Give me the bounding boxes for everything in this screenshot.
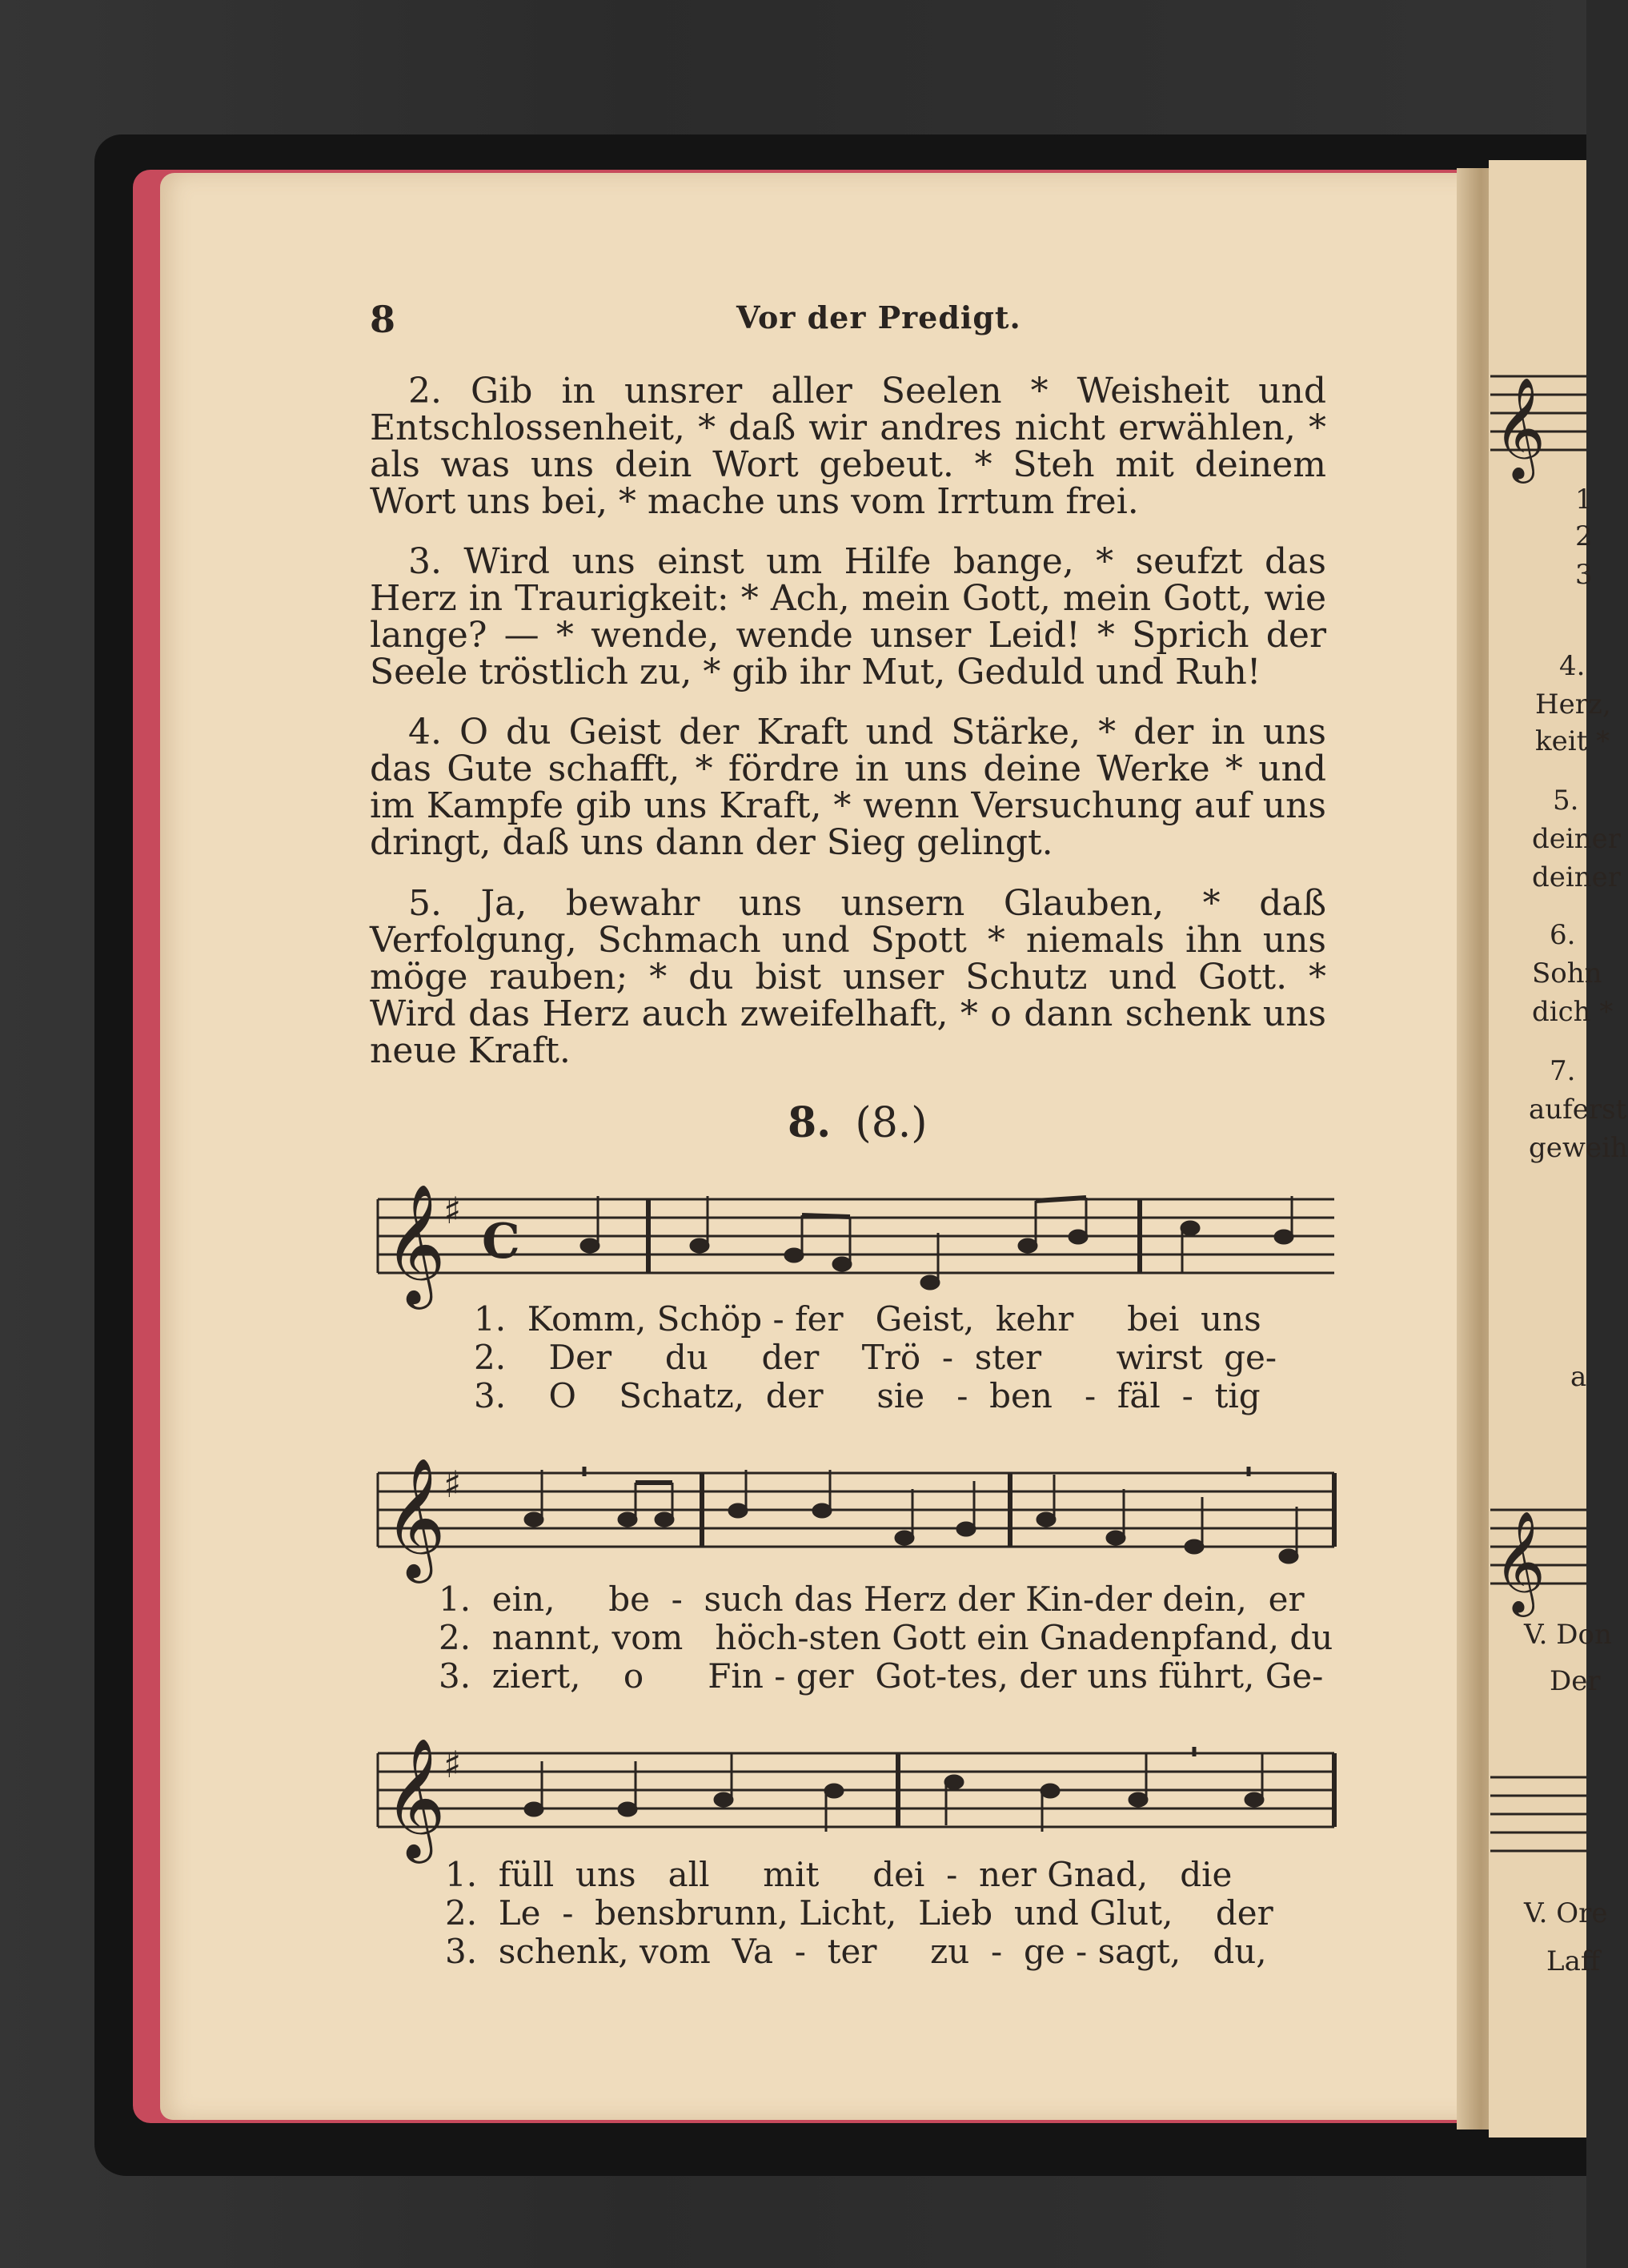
facing-staff-1 <box>1490 368 1586 480</box>
facing-staff-3 <box>1490 1769 1586 1865</box>
verse-5: 5. Ja, bewahr uns unsern Glauben, * daß Verfolgung, Schmach und Spott * niemals ihn uns möge rauben; * du bist unser Schutz und Gott. * Wird das Herz auch zweifelhaft, * o dann schenk uns neue Kraft. <box>370 883 1326 1071</box>
facing-fragment: Laff <box>1546 1945 1601 1977</box>
sharp-icon: ♯ <box>443 1189 462 1232</box>
facing-fragment: 4. <box>1559 650 1586 682</box>
hymn-number <box>788 1098 928 1147</box>
hymn-number-alt: (8.) <box>855 1099 928 1147</box>
page-number: 8 <box>370 298 396 341</box>
music-staff-1 <box>370 1182 1338 1311</box>
facing-fragment: V. Ore <box>1524 1897 1608 1929</box>
lyric-line: 1. Komm, Schöp - fer Geist, kehr bei uns <box>474 1299 1261 1339</box>
facing-fragment: dich * <box>1532 996 1614 1028</box>
music-staff-2 <box>370 1456 1338 1585</box>
facing-fragment: auferst <box>1529 1094 1627 1126</box>
facing-fragment: 6. <box>1550 919 1576 951</box>
lyric-line: 1. füll uns all mit dei - ner Gnad, die <box>445 1855 1233 1894</box>
verse-4: 4. O du Geist der Kraft und Stärke, * der in uns das Gute schafft, * fördre in uns deine Werke * und im Kampfe gib uns Kraft, * wenn Versuchung auf uns dringt, daß uns dann der Sieg gelingt. <box>370 712 1326 863</box>
lyric-line: 3. schenk, vom Va - ter zu - ge - sagt, du, <box>445 1932 1267 1971</box>
lyric-line: 3. O Schatz, der sie - ben - fäl - tig <box>474 1376 1261 1415</box>
facing-fragment: V. Don <box>1524 1619 1612 1651</box>
common-time-icon: C <box>482 1214 520 1270</box>
facing-fragment: keit * <box>1535 725 1610 757</box>
lyrics-system-3 <box>445 1856 1273 1971</box>
music-staff-3 <box>370 1736 1338 1865</box>
verse-2: 2. Gib in unsrer aller Seelen * Weisheit und Entschlossenheit, * daß wir andres nicht erwählen, * als was uns dein Wort gebeut. * Steh mit deinem Wort uns bei, * mache uns vom Irrtum frei. <box>370 371 1326 522</box>
lyric-line: 1. ein, be - such das Herz der Kin-der dein, er <box>439 1580 1305 1619</box>
lyric-line: 2. Le - bensbrunn, Licht, Lieb und Glut, der <box>445 1893 1273 1933</box>
facing-fragment: 1 <box>1575 484 1593 516</box>
facing-fragment: 3 <box>1575 559 1593 591</box>
lyrics-system-1 <box>474 1300 1277 1415</box>
lyrics-system-2 <box>439 1580 1333 1696</box>
treble-clef-icon: 𝄞 <box>1494 1510 1546 1612</box>
facing-fragment: deiner <box>1532 861 1622 893</box>
facing-fragment: a <box>1570 1361 1587 1393</box>
treble-clef-icon: 𝄞 <box>384 1736 446 1858</box>
hymn-number-main: 8. <box>788 1098 832 1147</box>
lyric-line: 2. Der du der Trö - ster wirst ge- <box>474 1338 1277 1377</box>
lyric-line: 3. ziert, o Fin - ger Got-tes, der uns führt, Ge- <box>439 1656 1324 1696</box>
facing-fragment: Herz, <box>1535 688 1611 721</box>
facing-fragment: geweih <box>1529 1132 1628 1164</box>
facing-fragment: 2 <box>1575 520 1593 552</box>
treble-clef-icon: 𝄞 <box>384 1456 446 1578</box>
verse-3: 3. Wird uns einst um Hilfe bange, * seufzt das Herz in Traurigkeit: * Ach, mein Gott, mein Gott, wie lange? — * wende, wende unser Leid! * Sprich der Seele tröstlich zu, * gib ihr Mut, Geduld und Ruh! <box>370 541 1326 692</box>
facing-fragment: 7. <box>1550 1055 1576 1087</box>
lyric-line: 2. nannt, vom höch-sten Gott ein Gnadenpfand, du <box>439 1618 1333 1657</box>
facing-fragment: Sohn <box>1532 957 1602 989</box>
facing-fragment: 5. <box>1553 785 1579 817</box>
treble-clef-icon: 𝄞 <box>1494 376 1546 479</box>
facing-fragment: deiner <box>1532 823 1622 855</box>
facing-fragment: Der <box>1550 1665 1601 1697</box>
running-head: Vor der Predigt. <box>736 299 1021 335</box>
treble-clef-icon: 𝄞 <box>384 1182 446 1304</box>
sharp-icon: ♯ <box>443 1463 462 1506</box>
facing-staff-2 <box>1490 1502 1586 1614</box>
sharp-icon: ♯ <box>443 1743 462 1786</box>
